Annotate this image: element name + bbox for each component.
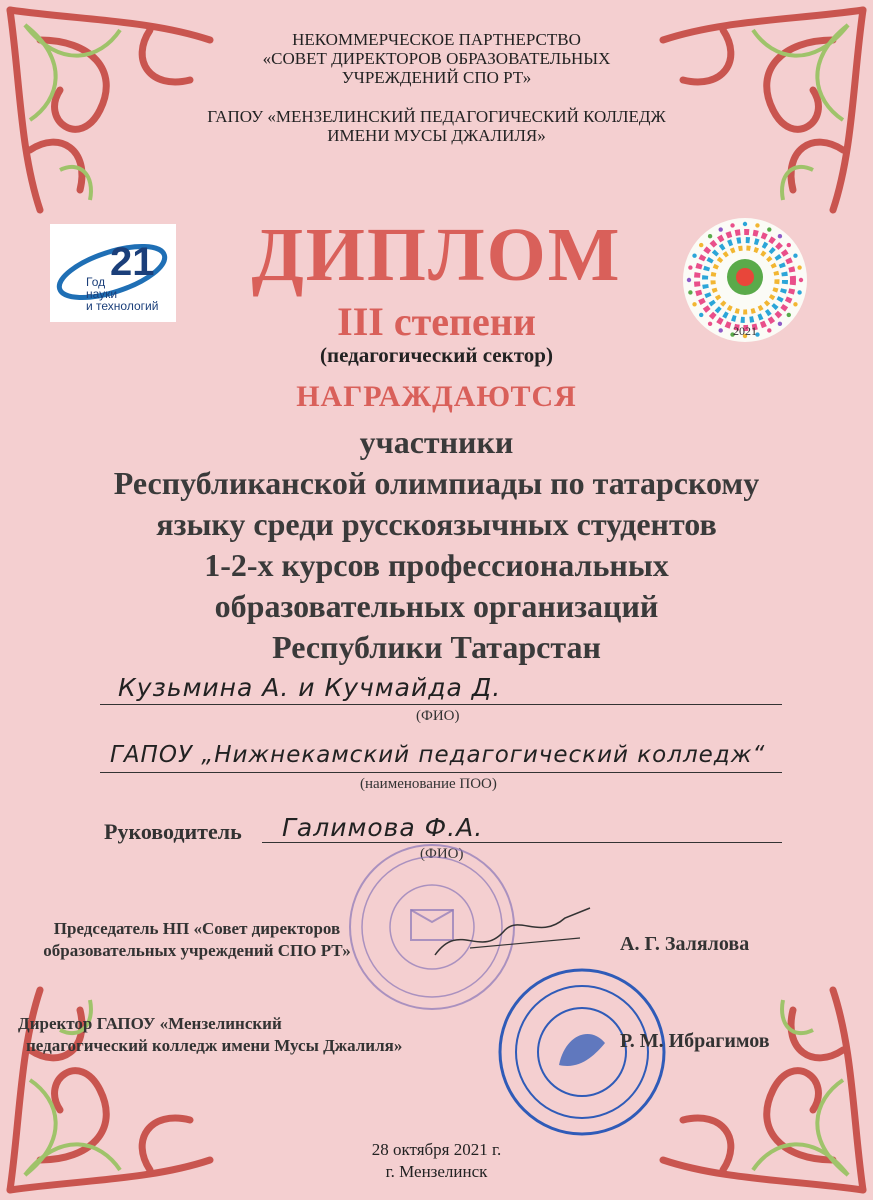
- institution-caption: (наименование ПОО): [360, 776, 497, 792]
- logo-caption-line-2: науки: [86, 287, 118, 301]
- supervisor-underline: [262, 842, 782, 843]
- supervisor-caption: (ФИО): [420, 846, 464, 862]
- director-line-1: Директор ГАПОУ «Мензелинский: [18, 1014, 282, 1033]
- chair-signature: [430, 900, 600, 970]
- participants-value: Кузьмина А. и Кучмайда Д.: [118, 673, 502, 702]
- diploma-degree: III степени: [337, 299, 536, 344]
- logo-number: 21: [110, 240, 155, 284]
- chair-line-2: образовательных учреждений СПО РТ»: [43, 941, 351, 960]
- org-line-1: НЕКОММЕРЧЕСКОЕ ПАРТНЕРСТВО: [292, 30, 581, 49]
- participants-underline: [100, 704, 782, 705]
- diploma-title: ДИПЛОМ: [251, 213, 622, 297]
- awarded-heading: НАГРАЖДАЮТСЯ: [296, 380, 577, 413]
- director-title: [18, 1013, 402, 1057]
- director-name: Р. М. Ибрагимов: [620, 1030, 770, 1052]
- college-line-2: ИМЕНИ МУСЫ ДЖАЛИЛЯ»: [327, 126, 546, 145]
- diploma-sector: (педагогический сектор): [320, 343, 553, 367]
- description-line-2: Республиканской олимпиады по татарскому: [113, 465, 760, 501]
- supervisor-label: Руководитель: [104, 819, 242, 844]
- college-line-1: ГАПОУ «МЕНЗЕЛИНСКИЙ ПЕДАГОГИЧЕСКИЙ КОЛЛЕДЖ: [207, 107, 666, 126]
- org-header: [0, 30, 873, 87]
- issue-date: 28 октября 2021 г.: [371, 1140, 502, 1159]
- college-header: [0, 107, 873, 145]
- supervisor-value: Галимова Ф.А.: [282, 813, 484, 842]
- org-line-3: УЧРЕЖДЕНИЙ СПО РТ»: [341, 68, 532, 87]
- institution-underline: [100, 772, 782, 773]
- director-line-2: педагогический колледж имени Мусы Джалиля»: [26, 1036, 403, 1055]
- participants-caption: (ФИО): [416, 708, 460, 724]
- chair-title: [22, 918, 372, 962]
- description-line-6: Республики Татарстан: [272, 629, 601, 665]
- chair-line-1: Председатель НП «Совет директоров: [53, 919, 341, 938]
- description-line-5: образовательных организаций: [214, 588, 659, 624]
- olympiad-description: [0, 422, 873, 668]
- institution-value: ГАПОУ „Нижнекамский педагогический колледж“: [110, 742, 766, 768]
- description-line-1: участники: [359, 424, 514, 460]
- logo-caption-line-1: Год: [86, 275, 106, 289]
- issue-city: г. Мензелинск: [385, 1162, 488, 1181]
- org-line-2: «СОВЕТ ДИРЕКТОРОВ ОБРАЗОВАТЕЛЬНЫХ: [262, 49, 611, 68]
- description-line-3: языку среди русскоязычных студентов: [156, 506, 717, 542]
- emblem-year: 2021: [733, 324, 757, 338]
- chair-name: А. Г. Залялова: [620, 933, 750, 955]
- description-line-4: 1-2-х курсов профессиональных: [204, 547, 669, 583]
- logo-caption-line-3: и технологий: [86, 299, 159, 313]
